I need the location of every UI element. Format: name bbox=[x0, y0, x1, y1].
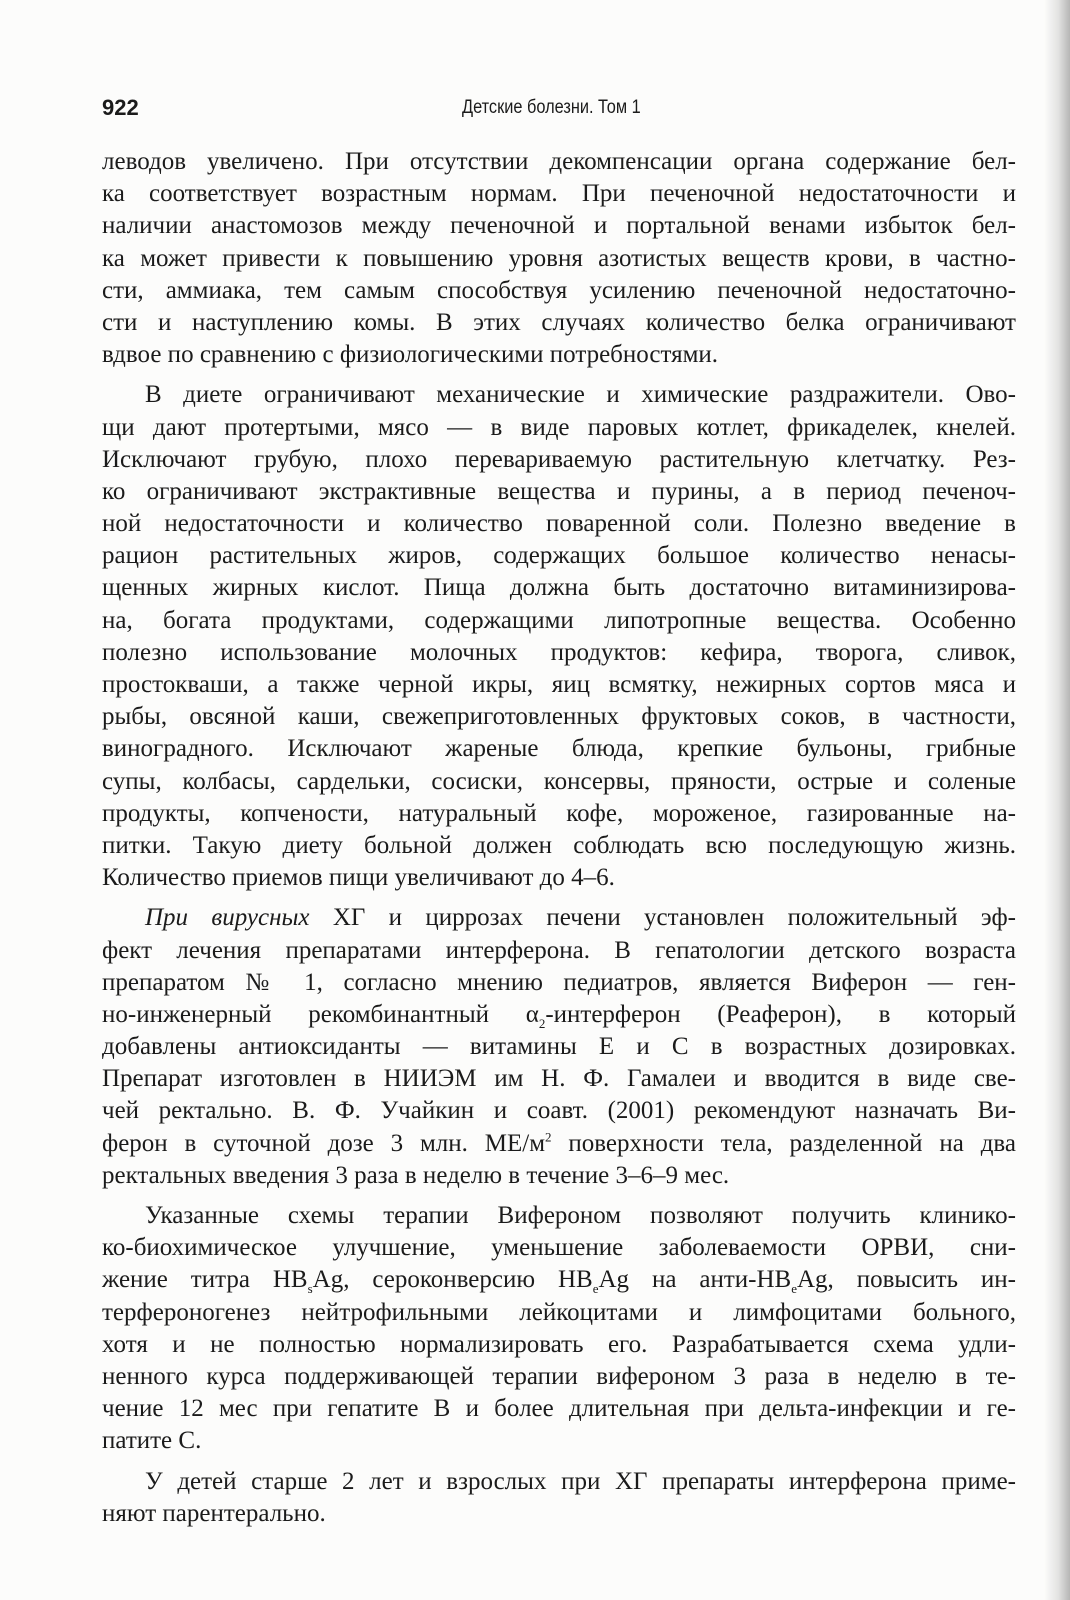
text-line: ко-биохимическое улучшение, уменьшение заболеваемости ОРВИ, сни- bbox=[102, 1234, 1016, 1262]
text-line: щенных жирных кислот. Пища должна быть достаточно витаминизирова- bbox=[102, 574, 1016, 602]
text-line: но-инженерный рекомбинантный $\alpha_2$-интерферон (Реаферон), в который bbox=[102, 1000, 1016, 1031]
text-line: простокваши, а также черной икры, яиц всмятку, нежирных сортов мяса и bbox=[102, 671, 1016, 698]
text-line: При вирусных ХГ и циррозах печени установлен положительный эф- bbox=[145, 904, 1016, 932]
page-number: 922 bbox=[102, 95, 139, 120]
body-text bbox=[102, 146, 1016, 1530]
page-header bbox=[102, 94, 1016, 128]
text-line: У детей старше 2 лет и взрослых при ХГ препараты интерферона приме- bbox=[145, 1467, 1016, 1495]
text-line: леводов увеличено. При отсутствии декомпенсации органа содержание бел- bbox=[102, 148, 1016, 175]
text-line: В диете ограничивают механические и химические раздражители. Ово- bbox=[145, 381, 1016, 409]
text-line: Исключают грубую, плохо перевариваемую растительную клетчатку. Рез- bbox=[102, 445, 1016, 473]
text-line: ка соответствует возрастным нормам. При печеночной недостаточности и bbox=[102, 180, 1016, 208]
text-line: добавлены антиоксиданты — витамины Е и С в возрастных дозировках. bbox=[102, 1033, 1016, 1061]
text-line: наличии анастомозов между печеночной и портальной венами избыток бел- bbox=[102, 212, 1016, 240]
paragraph bbox=[102, 379, 1016, 894]
text-line: сти, аммиака, тем самым способствуя усилению печеночной недостаточно- bbox=[102, 276, 1016, 304]
text-line: жение титра $HB_sAg$, сероконверсию $HB_eAg$ на анти-$HB_eAg$, повысить ин- bbox=[102, 1266, 1016, 1297]
text-line: ректальных введения 3 раза в неделю в течение 3–6–9 мес. bbox=[102, 1161, 730, 1189]
paragraph bbox=[102, 902, 1016, 1192]
text-line: ной недостаточности и количество поваренной соли. Полезно введение в bbox=[102, 510, 1016, 538]
text-line: сти и наступлению комы. В этих случаях количество белка ограничивают bbox=[102, 308, 1016, 336]
text-line: ферон в суточной дозе 3 млн. $МЕ/м^2$ поверхности тела, разделенной на два bbox=[102, 1129, 1016, 1157]
text-line: Указанные схемы терапии Вифероном позволяют получить клинико- bbox=[145, 1202, 1016, 1229]
text-line: рацион растительных жиров, содержащих большое количество ненасы- bbox=[102, 542, 1016, 570]
text-line: питки. Такую диету больной должен соблюдать всю последующую жизнь. bbox=[102, 831, 1016, 859]
text-line: супы, колбасы, сардельки, сосиски, консервы, пряности, острые и соленые bbox=[102, 767, 1016, 795]
text-line: чей ректально. В. Ф. Учайкин и соавт. (2001) рекомендуют назначать Ви- bbox=[102, 1097, 1016, 1125]
text-line: няют парентерально. bbox=[102, 1499, 326, 1527]
text-line: виноградного. Исключают жареные блюда, крепкие бульоны, грибные bbox=[102, 735, 1016, 763]
text-line: вдвое по сравнению с физиологическими потребностями. bbox=[102, 341, 719, 369]
text-line: чение 12 мес при гепатите В и более длительная при дельта-инфекции и ге- bbox=[102, 1395, 1016, 1423]
running-title: Детские болезни. Том 1 bbox=[462, 97, 641, 118]
paragraph bbox=[102, 1466, 1016, 1530]
text-line: рыбы, овсяной каши, свежеприготовленных фруктовых соков, в частности, bbox=[102, 703, 1016, 731]
page-edge-shadow bbox=[1044, 0, 1070, 1600]
text-line: терфероногенез нейтрофильными лейкоцитами и лимфоцитами больного, bbox=[102, 1298, 1016, 1326]
text-line: полезно использование молочных продуктов: кефира, творога, сливок, bbox=[102, 638, 1016, 666]
paragraph bbox=[102, 146, 1016, 371]
paragraph bbox=[102, 1200, 1016, 1458]
text-line: препаратом № 1, согласно мнению педиатров, является Виферон — ген- bbox=[102, 968, 1016, 996]
text-line: фект лечения препаратами интерферона. В гепатологии детского возраста bbox=[102, 936, 1016, 964]
text-line: Препарат изготовлен в НИИЭМ им Н. Ф. Гамалеи и вводится в виде све- bbox=[102, 1065, 1016, 1093]
text-line: Количество приемов пищи увеличивают до 4–6. bbox=[102, 864, 615, 892]
text-line: ко ограничивают экстрактивные вещества и пурины, а в период печеноч- bbox=[102, 477, 1016, 505]
text-line: продукты, копчености, натуральный кофе, мороженое, газированные на- bbox=[102, 799, 1016, 827]
text-line: ка может привести к повышению уровня азотистых веществ крови, в частно- bbox=[102, 244, 1016, 272]
text-line: хотя и не полностью нормализировать его. Разрабатывается схема удли- bbox=[102, 1330, 1016, 1358]
text-line: патите С. bbox=[102, 1427, 202, 1455]
text-line: ненного курса поддерживающей терапии вифероном 3 раза в неделю в те- bbox=[102, 1362, 1016, 1390]
text-line: щи дают протертыми, мясо — в виде паровых котлет, фрикаделек, кнелей. bbox=[102, 413, 1016, 441]
text-line: на, богата продуктами, содержащими липотропные вещества. Особенно bbox=[102, 606, 1016, 634]
